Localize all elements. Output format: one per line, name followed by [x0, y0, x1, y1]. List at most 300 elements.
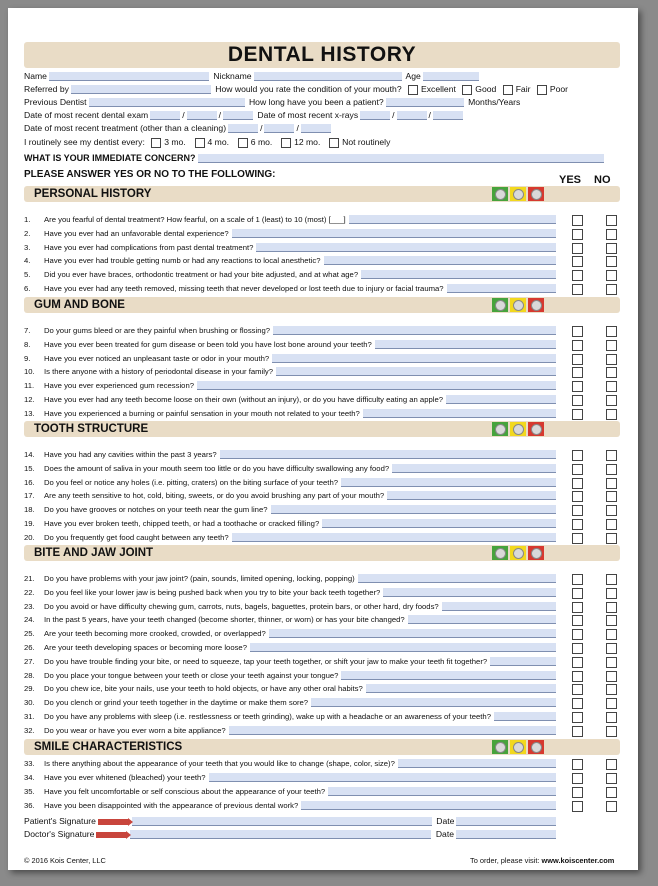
question-text: Have you ever been treated for gum disease or been told you have lost bone around your teeth? — [44, 339, 372, 349]
no-checkbox[interactable] — [606, 505, 617, 516]
yes-checkbox[interactable] — [572, 464, 583, 475]
question-answer-field[interactable] — [442, 602, 556, 611]
question-text: Do you have any problems with sleep (i.e. restlessness or teeth grinding), wake up with a headache or an awareness of your teeth? — [44, 712, 491, 721]
question-text: Do you clench or grind your teeth together in the daytime or make them sore? — [44, 698, 309, 708]
no-checkbox[interactable] — [606, 657, 617, 668]
no-checkbox[interactable] — [606, 643, 617, 654]
question-answer-field[interactable] — [366, 684, 556, 693]
question-answer-field[interactable] — [349, 215, 556, 224]
question-row — [24, 669, 620, 682]
name-row — [24, 71, 481, 82]
no-checkbox[interactable] — [606, 354, 617, 365]
no-checkbox[interactable] — [606, 284, 617, 295]
question-row — [24, 517, 620, 530]
slash: / — [392, 110, 395, 120]
yes-checkbox[interactable] — [572, 354, 583, 365]
xray-month-field[interactable] — [360, 111, 390, 120]
exam-year-field[interactable] — [223, 111, 253, 120]
question-row — [24, 213, 620, 226]
question-row — [24, 613, 620, 626]
question-number: 5. — [24, 270, 31, 280]
age-label: Age — [405, 71, 421, 81]
question-number: 7. — [24, 326, 31, 335]
question-text: Are your teeth developing spaces or becoming more loose? — [44, 643, 247, 652]
red-risk-icon[interactable] — [528, 187, 544, 201]
question-row — [24, 352, 620, 365]
question-answer-field[interactable] — [269, 629, 556, 638]
sign-here-arrow-icon — [96, 832, 126, 838]
yes-checkbox[interactable] — [572, 229, 583, 240]
immediate-concern-field[interactable] — [198, 154, 604, 163]
doctor-signature-field[interactable] — [130, 830, 431, 839]
question-answer-field[interactable] — [398, 759, 556, 768]
question-number: 30. — [24, 698, 35, 708]
age-field[interactable] — [423, 72, 479, 81]
question-answer-field[interactable] — [301, 801, 556, 810]
question-text: Are you fearful of dental treatment? How fearful, on a scale of 1 (least) to 10 (most) [___] — [44, 215, 346, 224]
no-checkbox[interactable] — [606, 759, 617, 770]
question-text: Have you been disappointed with the appearance of previous dental work? — [44, 801, 299, 810]
rating-excellent-checkbox[interactable] — [408, 85, 418, 95]
question-answer-field[interactable] — [272, 354, 556, 363]
question-text: Do your gums bleed or are they painful when brushing or flossing? — [44, 326, 271, 335]
question-answer-field[interactable] — [232, 229, 556, 238]
question-answer-field[interactable] — [392, 464, 556, 473]
yellow-risk-icon[interactable] — [510, 422, 526, 436]
question-answer-field[interactable] — [232, 533, 556, 542]
name-field[interactable] — [49, 72, 209, 81]
question-answer-field[interactable] — [271, 505, 556, 514]
freq-6mo-checkbox[interactable] — [238, 138, 248, 148]
question-row — [24, 572, 620, 585]
rating-excellent-label: Excellent — [421, 84, 456, 94]
yellow-risk-icon[interactable] — [510, 546, 526, 560]
question-answer-field[interactable] — [276, 367, 556, 376]
risk-traffic-light-icon — [492, 298, 544, 312]
yes-checkbox[interactable] — [572, 478, 583, 489]
question-number: 15. — [24, 463, 35, 473]
question-answer-field[interactable] — [447, 284, 556, 293]
question-text: Do you have grooves or notches on your teeth near the gum line? — [44, 505, 268, 515]
exam-day-field[interactable] — [187, 111, 217, 120]
question-text: Do you place your tongue between your teeth or close your teeth against your tongue? — [44, 670, 339, 680]
question-row — [24, 655, 620, 668]
question-text: Does the amount of saliva in your mouth seem too little or do you have difficulty swallowing any food? — [44, 463, 390, 473]
no-checkbox[interactable] — [606, 726, 617, 737]
question-text: Is there anyone with a history of periodontal disease in your family? — [44, 367, 274, 377]
yes-heading: YES — [559, 174, 582, 186]
copyright: © 2016 Kois Center, LLC — [24, 856, 106, 865]
question-text: Are any teeth sensitive to hot, cold, biting, sweets, or do you avoid brushing any part of your mouth? — [44, 491, 385, 501]
rating-fair-checkbox[interactable] — [503, 85, 513, 95]
question-row — [24, 365, 620, 378]
no-checkbox[interactable] — [606, 533, 617, 544]
question-text: Have you ever whitened (bleached) your teeth? — [44, 773, 206, 782]
question-answer-field[interactable] — [256, 243, 556, 252]
question-text: Have you ever had any teeth removed, missing teeth that never developed or lost teeth due to injury or facial trauma? — [44, 284, 444, 293]
no-checkbox[interactable] — [606, 256, 617, 267]
question-answer-field[interactable] — [383, 588, 556, 597]
yes-checkbox[interactable] — [572, 657, 583, 668]
yes-checkbox[interactable] — [572, 409, 583, 420]
question-answer-field[interactable] — [408, 615, 556, 624]
section-title: TOOTH STRUCTURE — [34, 423, 149, 435]
question-row — [24, 600, 620, 613]
yes-checkbox[interactable] — [572, 684, 583, 695]
no-checkbox[interactable] — [606, 574, 617, 585]
treatment-month-field[interactable] — [228, 124, 258, 133]
nickname-label: Nickname — [213, 71, 252, 81]
question-row — [24, 627, 620, 640]
question-answer-field[interactable] — [273, 326, 556, 335]
question-row — [24, 324, 620, 337]
question-number: 14. — [24, 450, 35, 459]
doctor-signature-row — [24, 829, 558, 840]
question-row — [24, 771, 620, 784]
question-number: 4. — [24, 256, 31, 266]
red-risk-icon[interactable] — [528, 546, 544, 560]
question-answer-field[interactable] — [375, 340, 556, 349]
yes-checkbox[interactable] — [572, 615, 583, 626]
question-number: 8. — [24, 339, 31, 349]
section-title: PERSONAL HISTORY — [34, 188, 152, 200]
yes-checkbox[interactable] — [572, 629, 583, 640]
yellow-risk-icon[interactable] — [510, 187, 526, 201]
slash: / — [428, 110, 431, 120]
no-checkbox[interactable] — [606, 787, 617, 798]
no-checkbox[interactable] — [606, 684, 617, 695]
question-text: Have you ever broken teeth, chipped teeth, or had a toothache or cracked filling? — [44, 519, 320, 528]
yes-checkbox[interactable] — [572, 574, 583, 585]
question-text: Do you have problems with your jaw joint? (pain, sounds, limited opening, locking, popping) — [44, 574, 355, 583]
question-text: Do you chew ice, bite your nails, use your teeth to hold objects, or have any other oral habits? — [44, 684, 363, 694]
no-checkbox[interactable] — [606, 243, 617, 254]
question-row — [24, 503, 620, 516]
section-title: GUM AND BONE — [34, 299, 125, 311]
question-answer-field[interactable] — [220, 450, 556, 459]
xray-year-field[interactable] — [433, 111, 463, 120]
question-row — [24, 254, 620, 267]
yes-checkbox[interactable] — [572, 215, 583, 226]
question-number: 3. — [24, 242, 31, 252]
question-text: Do you wear or have you ever worn a bite appliance? — [44, 725, 226, 735]
red-risk-icon[interactable] — [528, 740, 544, 754]
green-risk-icon[interactable] — [492, 546, 508, 560]
question-number: 1. — [24, 215, 31, 224]
yes-checkbox[interactable] — [572, 588, 583, 599]
yes-checkbox[interactable] — [572, 787, 583, 798]
question-answer-field[interactable] — [341, 478, 556, 487]
freq-3mo-checkbox[interactable] — [151, 138, 161, 148]
immediate-concern-label: WHAT IS YOUR IMMEDIATE CONCERN? — [24, 153, 196, 163]
freq-4mo-label: 4 mo. — [207, 137, 230, 147]
question-text: Are your teeth becoming more crooked, crowded, or overlapped? — [44, 629, 266, 639]
question-number: 11. — [24, 381, 35, 391]
sign-here-arrow-icon — [98, 819, 128, 825]
yellow-risk-icon[interactable] — [510, 298, 526, 312]
referred-label: Referred by — [24, 84, 69, 94]
yes-checkbox[interactable] — [572, 284, 583, 295]
no-checkbox[interactable] — [606, 215, 617, 226]
nickname-field[interactable] — [254, 72, 402, 81]
section-header — [24, 297, 620, 313]
question-number: 9. — [24, 353, 31, 363]
yes-checkbox[interactable] — [572, 533, 583, 544]
question-row — [24, 393, 620, 406]
no-checkbox[interactable] — [606, 326, 617, 337]
rating-poor-checkbox[interactable] — [537, 85, 547, 95]
yes-checkbox[interactable] — [572, 243, 583, 254]
no-checkbox[interactable] — [606, 712, 617, 723]
question-text: Do you have trouble finding your bite, or need to squeeze, tap your teeth together, or shift your jaw to make your teeth fit together? — [44, 656, 488, 666]
yes-checkbox[interactable] — [572, 643, 583, 654]
question-row — [24, 710, 620, 723]
question-text: Did you ever have braces, orthodontic treatment or had your bite adjusted, and at what age? — [44, 270, 359, 280]
question-number: 25. — [24, 629, 35, 639]
no-checkbox[interactable] — [606, 588, 617, 599]
xray-day-field[interactable] — [397, 111, 427, 120]
question-row — [24, 799, 620, 812]
section-title: BITE AND JAW JOINT — [34, 547, 154, 559]
rating-fair-label: Fair — [515, 84, 531, 94]
freq-6mo-label: 6 mo. — [250, 137, 273, 147]
green-risk-icon[interactable] — [492, 298, 508, 312]
question-number: 20. — [24, 532, 35, 542]
question-text: Have you ever had trouble getting numb or had any reactions to local anesthetic? — [44, 256, 321, 266]
question-row — [24, 282, 620, 295]
treatment-row — [24, 123, 333, 134]
yes-checkbox[interactable] — [572, 491, 583, 502]
question-row — [24, 476, 620, 489]
question-answer-field[interactable] — [322, 519, 556, 528]
question-text: Have you felt uncomfortable or self conscious about the appearance of your teeth? — [44, 787, 326, 796]
yes-checkbox[interactable] — [572, 505, 583, 516]
rate-condition-label: How would you rate the condition of your mouth? — [215, 84, 402, 94]
green-risk-icon[interactable] — [492, 422, 508, 436]
freq-not-routinely-label: Not routinely — [342, 137, 391, 147]
question-answer-field[interactable] — [229, 726, 556, 735]
how-long-field[interactable] — [386, 98, 464, 107]
question-answer-field[interactable] — [494, 712, 556, 721]
order-info — [470, 856, 614, 865]
no-checkbox[interactable] — [606, 229, 617, 240]
page-title: DENTAL HISTORY — [24, 42, 620, 68]
question-text: Do you frequently get food caught between any teeth? — [44, 532, 229, 542]
no-checkbox[interactable] — [606, 381, 617, 392]
risk-traffic-light-icon — [492, 187, 544, 201]
exam-month-field[interactable] — [150, 111, 180, 120]
question-row — [24, 407, 620, 420]
yes-checkbox[interactable] — [572, 602, 583, 613]
section-header — [24, 545, 620, 561]
yes-checkbox[interactable] — [572, 759, 583, 770]
freq-not-routinely-checkbox[interactable] — [329, 138, 339, 148]
recent-treatment-label: Date of most recent treatment (other than a cleaning) — [24, 123, 227, 133]
patient-signature-field[interactable] — [132, 817, 432, 826]
no-checkbox[interactable] — [606, 519, 617, 530]
recent-exam-label: Date of most recent dental exam — [24, 110, 149, 120]
yes-checkbox[interactable] — [572, 726, 583, 737]
no-checkbox[interactable] — [606, 773, 617, 784]
question-text: Do you feel like your lower jaw is being pushed back when you try to bite your back teeth together? — [44, 587, 381, 597]
rating-good-label: Good — [475, 84, 497, 94]
yellow-risk-icon[interactable] — [510, 740, 526, 754]
doctor-signature-label: Doctor's Signature — [24, 829, 95, 839]
question-number: 28. — [24, 670, 35, 680]
question-number: 22. — [24, 587, 35, 597]
question-number: 31. — [24, 712, 35, 721]
question-row — [24, 757, 620, 770]
question-answer-field[interactable] — [311, 698, 556, 707]
order-url[interactable]: www.koiscenter.com — [541, 856, 615, 865]
question-row — [24, 268, 620, 281]
risk-traffic-light-icon — [492, 422, 544, 436]
no-checkbox[interactable] — [606, 464, 617, 475]
question-answer-field[interactable] — [341, 671, 556, 680]
question-row — [24, 379, 620, 392]
patient-signature-row — [24, 816, 558, 827]
yes-checkbox[interactable] — [572, 395, 583, 406]
question-number: 36. — [24, 801, 35, 810]
question-row — [24, 489, 620, 502]
question-number: 21. — [24, 574, 35, 583]
question-row — [24, 682, 620, 695]
risk-traffic-light-icon — [492, 546, 544, 560]
yes-checkbox[interactable] — [572, 671, 583, 682]
no-checkbox[interactable] — [606, 367, 617, 378]
question-text: Have you ever had complications from past dental treatment? — [44, 242, 254, 252]
question-number: 35. — [24, 787, 35, 796]
red-risk-icon[interactable] — [528, 298, 544, 312]
routine-row — [24, 137, 390, 148]
question-text: Do you feel or notice any holes (i.e. pitting, craters) on the biting surface of your teeth? — [44, 477, 338, 487]
freq-12mo-label: 12 mo. — [294, 137, 321, 147]
how-long-label: How long have you been a patient? — [248, 97, 384, 107]
doctor-date-field[interactable] — [456, 830, 556, 839]
question-row — [24, 531, 620, 544]
no-checkbox[interactable] — [606, 698, 617, 709]
yes-checkbox[interactable] — [572, 773, 583, 784]
question-answer-field[interactable] — [250, 643, 556, 652]
question-number: 12. — [24, 395, 35, 404]
no-checkbox[interactable] — [606, 409, 617, 420]
yes-checkbox[interactable] — [572, 256, 583, 267]
yes-checkbox[interactable] — [572, 270, 583, 281]
no-checkbox[interactable] — [606, 450, 617, 461]
question-text: Have you ever experienced gum recession? — [44, 381, 194, 391]
no-checkbox[interactable] — [606, 478, 617, 489]
question-number: 16. — [24, 477, 35, 487]
patient-signature-label: Patient's Signature — [24, 816, 96, 826]
slash: / — [218, 110, 221, 120]
question-text: Have you ever had any teeth become loose on their own (without an injury), or do you have difficulty eating an apple? — [44, 395, 443, 404]
question-row — [24, 462, 620, 475]
exam-xray-row — [24, 110, 465, 121]
green-risk-icon[interactable] — [492, 740, 508, 754]
no-heading: NO — [594, 174, 611, 186]
red-risk-icon[interactable] — [528, 422, 544, 436]
section-title: SMILE CHARACTERISTICS — [34, 741, 183, 753]
question-row — [24, 338, 620, 351]
rating-good-checkbox[interactable] — [462, 85, 472, 95]
no-checkbox[interactable] — [606, 629, 617, 640]
freq-4mo-checkbox[interactable] — [195, 138, 205, 148]
referred-field[interactable] — [71, 85, 211, 94]
yes-checkbox[interactable] — [572, 340, 583, 351]
question-answer-field[interactable] — [446, 395, 556, 404]
question-row — [24, 448, 620, 461]
yes-checkbox[interactable] — [572, 698, 583, 709]
no-checkbox[interactable] — [606, 395, 617, 406]
doctor-date-label: Date — [435, 829, 454, 839]
question-answer-field[interactable] — [387, 491, 556, 500]
no-checkbox[interactable] — [606, 671, 617, 682]
slash: / — [296, 123, 299, 133]
referred-row — [24, 84, 568, 95]
question-answer-field[interactable] — [358, 574, 556, 583]
yes-checkbox[interactable] — [572, 326, 583, 337]
please-answer-heading: PLEASE ANSWER YES OR NO TO THE FOLLOWING: — [24, 169, 276, 180]
question-number: 32. — [24, 725, 35, 735]
treatment-day-field[interactable] — [264, 124, 294, 133]
yes-checkbox[interactable] — [572, 381, 583, 392]
question-answer-field[interactable] — [361, 270, 556, 279]
form-sheet — [8, 8, 638, 870]
yes-checkbox[interactable] — [572, 450, 583, 461]
yes-checkbox[interactable] — [572, 519, 583, 530]
question-number: 18. — [24, 505, 35, 515]
freq-12mo-checkbox[interactable] — [281, 138, 291, 148]
rating-poor-label: Poor — [549, 84, 569, 94]
question-number: 19. — [24, 519, 35, 528]
question-answer-field[interactable] — [197, 381, 556, 390]
question-row — [24, 227, 620, 240]
slash: / — [182, 110, 185, 120]
question-number: 10. — [24, 367, 35, 377]
question-number: 6. — [24, 284, 31, 293]
question-text: Have you ever had an unfavorable dental experience? — [44, 228, 229, 238]
yes-checkbox[interactable] — [572, 367, 583, 378]
question-number: 24. — [24, 615, 35, 625]
patient-date-field[interactable] — [456, 817, 556, 826]
question-answer-field[interactable] — [324, 256, 556, 265]
no-checkbox[interactable] — [606, 801, 617, 812]
previous-dentist-field[interactable] — [89, 98, 245, 107]
question-answer-field[interactable] — [209, 773, 556, 782]
no-checkbox[interactable] — [606, 491, 617, 502]
question-number: 17. — [24, 491, 35, 501]
yes-checkbox[interactable] — [572, 712, 583, 723]
treatment-year-field[interactable] — [301, 124, 331, 133]
yes-checkbox[interactable] — [572, 801, 583, 812]
question-answer-field[interactable] — [328, 787, 556, 796]
no-checkbox[interactable] — [606, 270, 617, 281]
no-checkbox[interactable] — [606, 602, 617, 613]
question-answer-field[interactable] — [363, 409, 556, 418]
question-text: Do you avoid or have difficulty chewing gum, carrots, nuts, bagels, baguettes, protein bars, or other hard, dry foods? — [44, 601, 439, 611]
question-number: 13. — [24, 408, 35, 418]
question-row — [24, 641, 620, 654]
freq-3mo-label: 3 mo. — [164, 137, 186, 147]
question-row — [24, 785, 620, 798]
green-risk-icon[interactable] — [492, 187, 508, 201]
question-answer-field[interactable] — [490, 657, 556, 666]
slash: / — [260, 123, 263, 133]
no-checkbox[interactable] — [606, 340, 617, 351]
question-text: In the past 5 years, have your teeth changed (become shorter, thinner, or worn) or has your bite changed? — [44, 615, 405, 625]
section-header — [24, 186, 620, 202]
no-checkbox[interactable] — [606, 615, 617, 626]
